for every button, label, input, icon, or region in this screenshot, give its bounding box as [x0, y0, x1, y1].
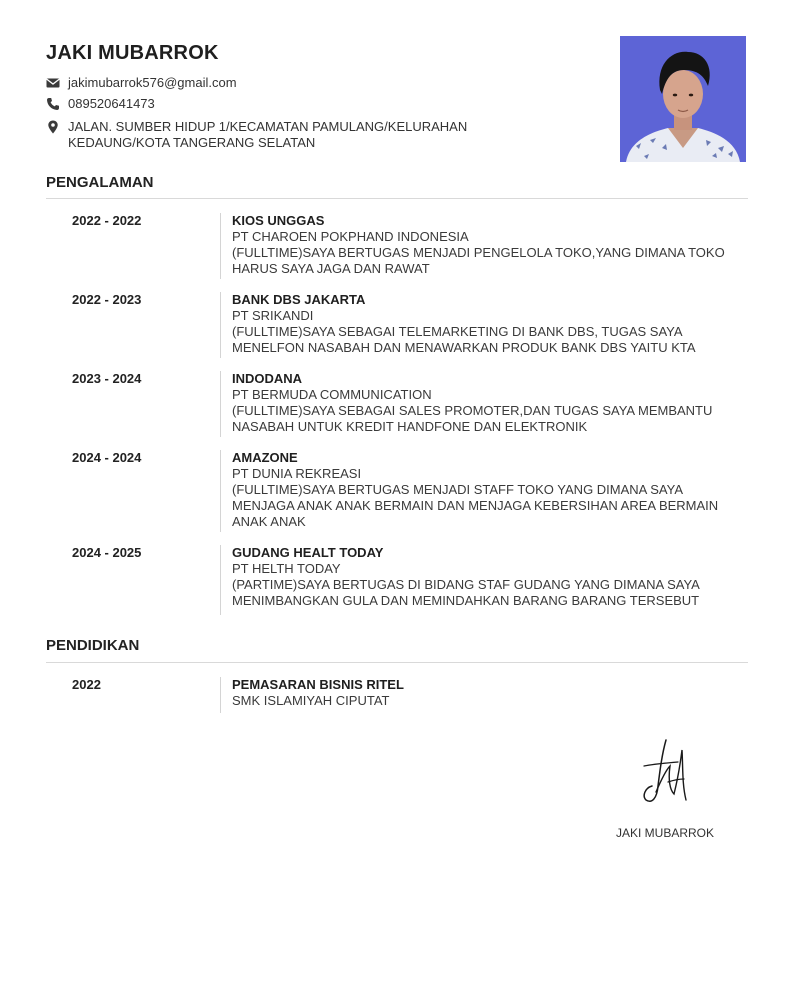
timeline-bar [220, 292, 221, 358]
phone-icon [46, 97, 60, 111]
entry-body [232, 450, 738, 530]
applicant-name: JAKI MUBARROK [46, 42, 219, 64]
experience-heading: PENGALAMAN [46, 174, 154, 191]
profile-photo [620, 36, 746, 162]
entry-description: MENIMBANGKAN GULA DAN MEMINDAHKAN BARANG BARANG TERSEBUT [232, 593, 700, 608]
timeline-bar [220, 677, 221, 713]
education-divider [46, 662, 748, 663]
entry-title: GUDANG HEALT TODAY [232, 545, 384, 560]
entry-body [232, 371, 738, 435]
entry-description: (FULLTIME)SAYA BERTUGAS MENJADI PENGELOLA TOKO,YANG DIMANA TOKO [232, 245, 725, 260]
entry-period: 2022 - 2022 [72, 213, 142, 228]
entry-period: 2024 - 2024 [72, 450, 142, 465]
email-row [46, 75, 237, 90]
entry-description: MENELFON NASABAH DAN MENAWARKAN PRODUK BANK DBS YAITU KTA [232, 340, 696, 355]
entry-period: 2024 - 2025 [72, 545, 142, 560]
address-row [46, 119, 508, 151]
experience-divider [46, 198, 748, 199]
entry-period: 2022 [72, 677, 101, 692]
map-pin-icon [46, 120, 60, 134]
entry-body [232, 545, 738, 609]
timeline-bar [220, 371, 221, 437]
timeline-bar [220, 545, 221, 615]
person-photo [620, 36, 746, 162]
phone-text: 089520641473 [68, 96, 155, 111]
entry-period: 2023 - 2024 [72, 371, 142, 386]
phone-row [46, 96, 155, 111]
entry-company: PT BERMUDA COMMUNICATION [232, 387, 432, 402]
address-line-1: JALAN. SUMBER HIDUP 1/KECAMATAN PAMULANG/KELURAHAN [68, 119, 468, 134]
address-text [68, 119, 508, 151]
signature-name: JAKI MUBARROK [616, 826, 715, 840]
entry-title: AMAZONE [232, 450, 298, 465]
entry-description: (FULLTIME)SAYA SEBAGAI SALES PROMOTER,DAN TUGAS SAYA MEMBANTU [232, 403, 713, 418]
entry-body [232, 677, 738, 709]
email-text: jakimubarrok576@gmail.com [68, 75, 237, 90]
envelope-icon [46, 76, 60, 90]
entry-title: KIOS UNGGAS [232, 213, 325, 228]
entry-company: PT HELTH TODAY [232, 561, 341, 576]
timeline-bar [220, 213, 221, 279]
entry-company: PT DUNIA REKREASI [232, 466, 362, 481]
signature-scribble [636, 736, 696, 810]
entry-description: ANAK ANAK [232, 514, 306, 529]
entry-description: (PARTIME)SAYA BERTUGAS DI BIDANG STAF GUDANG YANG DIMANA SAYA [232, 577, 700, 592]
entry-company: PT CHAROEN POKPHAND INDONESIA [232, 229, 469, 244]
entry-title: BANK DBS JAKARTA [232, 292, 366, 307]
address-line-2: KEDAUNG/KOTA TANGERANG SELATAN [68, 135, 316, 150]
entry-company: PT SRIKANDI [232, 308, 314, 323]
education-heading: PENDIDIKAN [46, 637, 140, 654]
entry-description: (FULLTIME)SAYA BERTUGAS MENJADI STAFF TOKO YANG DIMANA SAYA [232, 482, 683, 497]
timeline-bar [220, 450, 221, 532]
entry-description: MENJAGA ANAK ANAK BERMAIN DAN MENJAGA KEBERSIHAN AREA BERMAIN [232, 498, 719, 513]
entry-description: (FULLTIME)SAYA SEBAGAI TELEMARKETING DI BANK DBS, TUGAS SAYA [232, 324, 683, 339]
entry-school: SMK ISLAMIYAH CIPUTAT [232, 693, 390, 708]
entry-period: 2022 - 2023 [72, 292, 142, 307]
entry-body [232, 213, 738, 277]
entry-description: NASABAH UNTUK KREDIT HANDFONE DAN ELEKTRONIK [232, 419, 588, 434]
entry-title: INDODANA [232, 371, 303, 386]
entry-title: PEMASARAN BISNIS RITEL [232, 677, 404, 692]
entry-description: HARUS SAYA JAGA DAN RAWAT [232, 261, 430, 276]
entry-body [232, 292, 738, 356]
